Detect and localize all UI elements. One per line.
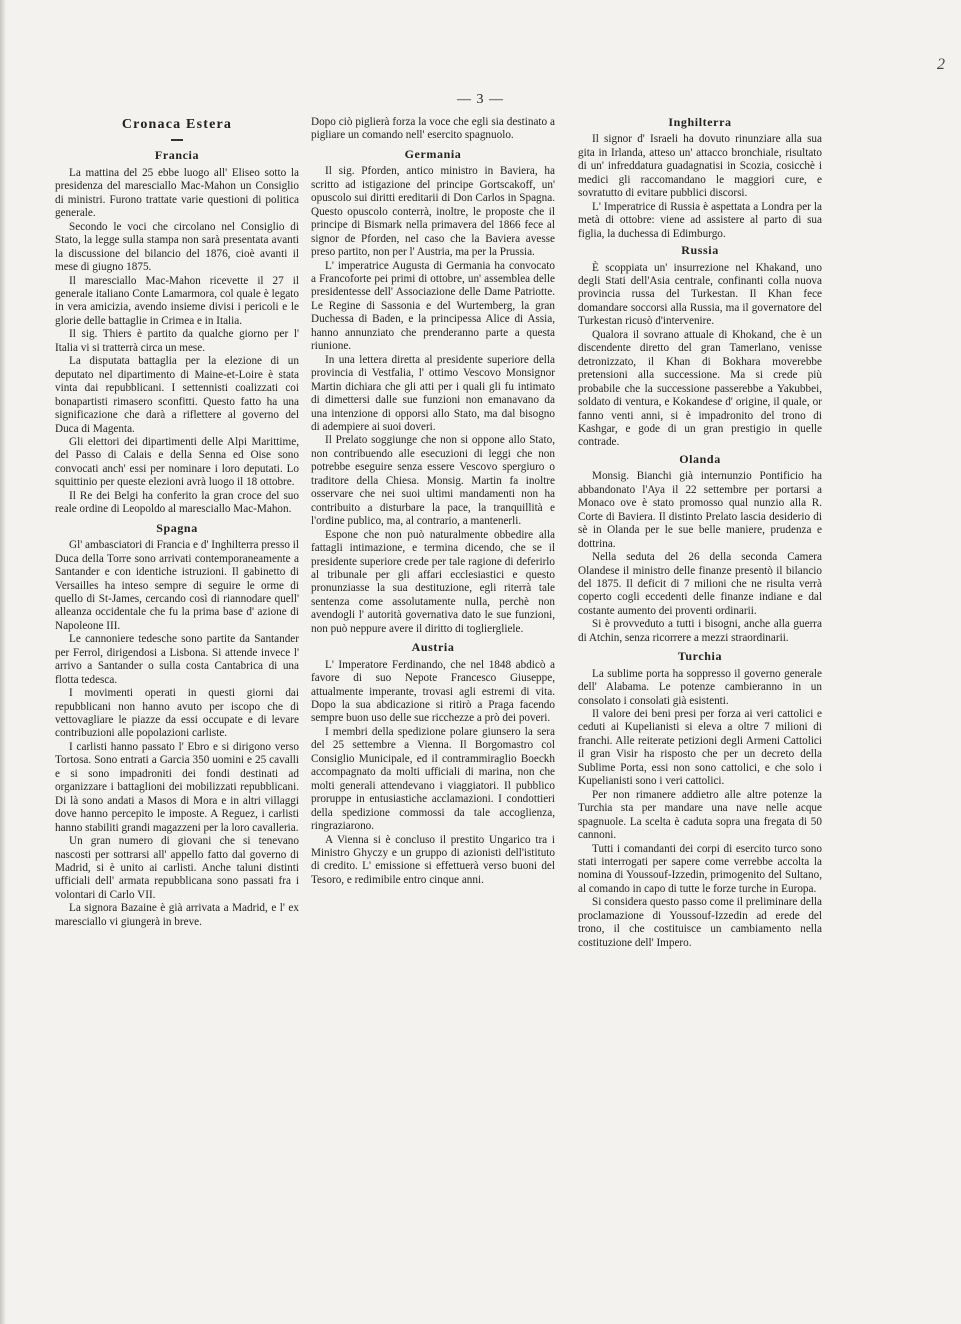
paragraph: Si è provveduto a tutti i bisogni, anche alla guerra di Atchin, senza ricorrere a mezzi straordinarii. — [578, 618, 822, 644]
paragraph: In una lettera diretta al presidente superiore della provincia di Vestfalia, l' ottimo Vescovo Monsignor Martin dichiara che gli atti per i quali gli fu intimato di dimettersi dalle sue funzioni non emanavano da una intenzione di opporsi allo Stato, ma dal bisogno di adempiere ai suoi doveri. — [311, 353, 555, 433]
page-binding-shadow — [0, 0, 6, 1324]
paragraph: Il Re dei Belgi ha conferito la gran croce del suo reale ordine di Leopoldo al maresciallo Mac-Mahon. — [55, 489, 299, 516]
paragraph: Le cannoniere tedesche sono partite da Santander per Ferrol, dirigendosi a Lisbona. Si attende invece l' arrivo a Santander o sulla costa Cantabrica di una flotta tedesca. — [55, 633, 299, 686]
paragraph: Il signor d' Israeli ha dovuto rinunziare alla sua gita in Irlanda, atteso un' attacco bronchiale, risultato di un' infreddatura guadagnatisi in Scozia, cosicchè i medici gli raccomandano le maggiori cure, e sovratutto di evitare pubblici discorsi. — [578, 133, 822, 200]
paragraph: Il Prelato soggiunge che non si oppone allo Stato, non contribuendo alle esecuzioni di leggi che non potrebbe eseguire senza essere Vescovo spergiuro o traditore della Chiesa. Monsig. Martin fa inoltre osservare che nei suoi ultimi mandamenti non ha contribuito a disturbare la pace, la tranquillità e l'ordine publico, ma, al contrario, a mantenerli. — [311, 434, 555, 528]
paragraph: Qualora il sovrano attuale di Khokand, che è un discendente diretto del gran Tamerlano, venisse detronizzato, il Khan di Bokhara moverebbe pretensioni alla successione. Ma si crede più probabile che la successione passerebbe a Yakubbei, soldato di ventura, e Kokandese d' origine, il quale, or fanno venti anni, si è impadronito del trono di Kashgar, e gode di un gran prestigio in quelle contrade. — [578, 328, 822, 449]
paragraph: Monsig. Bianchi già internunzio Pontificio ha abbandonato l'Aya il 22 settembre per portarsi a Monaco ove è stato promosso qual nunzio alla R. Corte di Baviera. Il distinto Prelato lascia desiderio di sè in Olanda per le sue belle maniere, prudenza e dottrina. — [578, 470, 822, 550]
paragraph: Il sig. Thiers è partito da qualche giorno per l' Italia vi si tratterrà circa un mese. — [55, 328, 299, 354]
paragraph: L' Imperatrice di Russia è aspettata a Londra per la metà di ottobre: viene ad assistere al parto di sua figlia, la duchessa di Edimburgo. — [578, 200, 822, 240]
paragraph: La disputata battaglia per la elezione di un deputato nel dipartimento di Maine-et-Loire è stata vinta dai repubblicani. I settennisti coalizzati coi bonapartisti rimasero sconfitti. Questo fatto ha una significazione che darà a riflettere al governo del Duca di Magenta. — [55, 355, 299, 435]
paragraph: I carlisti hanno passato l' Ebro e si dirigono verso Tortosa. Sono entrati a Garcia 350 uomini e 25 cavalli e si sono impadroniti dei fondi destinati ad organizzare i battaglioni dei mobilizzati repubblicani. Di là sono andati a Masos di Mora e in altri villaggi dove hanno percepito le imposte. A Reguez, i carlisti hanno stabiliti grandi magazzeni per la loro cavalleria. — [55, 740, 299, 834]
column-1 — [55, 116, 299, 929]
paragraph: L' imperatrice Augusta di Germania ha convocato a Francoforte pei primi di ottobre, un' assemblea delle presidentesse dell' Associazione delle Dame Patriotte. Le Regine di Sassonia e del Wurtemberg, la gran Duchessa di Baden, e la principessa Alice di Assia, hanno annunziato che prenderanno parte a questa riunione. — [311, 259, 555, 353]
page-number: — 3 — — [457, 92, 504, 107]
heading-rule — [171, 139, 183, 141]
paragraph: A Vienna si è concluso il prestito Ungarico tra i Ministro Ghyczy e un gruppo di azionisti dell'istituto di credito. L' emissione si effettuerà verso buoni del Tesoro, e redimibile entro cinque anni. — [311, 833, 555, 886]
paragraph: Secondo le voci che circolano nel Consiglio di Stato, la legge sulla stampa non sarà presentata avanti la discussione del bilancio del 1876, cioè avanti il mese di giugno 1875. — [55, 220, 299, 274]
paragraph: Il maresciallo Mac-Mahon ricevette il 27 il generale italiano Conte Lamarmora, col quale è legato in vera amicizia, avendo insieme divisi i pericoli e le glorie delle battaglie in Crimea e in Italia. — [55, 274, 299, 327]
paragraph: Nella seduta del 26 della seconda Camera Olandese il ministro delle finanze presentò il bilancio del 1875. Il deficit di 7 milioni che ne risulta verrà coperto cogli eccedenti delle finanze indiane e dal costante aumento dei proventi ordinarii. — [578, 551, 822, 617]
section-title-russia: Russia — [681, 243, 719, 258]
section-title-spagna: Spagna — [156, 520, 198, 535]
paragraph: La sublime porta ha soppresso il governo generale dell' Alabama. Le potenze cambieranno in un consolato i consolati già esistenti. — [578, 667, 822, 707]
paragraph: Espone che non può naturalmente obbedire alla fattagli intimazione, e termina dicendo, che se il presidente superiore crede per tale ragione di deferirlo al tribunale per gli affari ecclesiastici e questo pronunziasse la sua destituzione, egli riterrà tale sentenza come assolutamente nulla, perchè non avendogli l' autorità governativa dato le sue funzioni, non può neppure avere il diritto di togliergliele. — [311, 528, 555, 635]
paragraph: L' Imperatore Ferdinando, che nel 1848 abdicò a favore di suo Nepote Francesco Giuseppe, attualmente imperante, trovasi agli estremi di vita. Dopo la sua abdicazione si ritirò a Praga facendo sempre buon uso delle sue ricchezze a prò dei poveri. — [311, 658, 555, 725]
paragraph: Il valore dei beni presi per forza ai veri cattolici e ceduti ai Kupelianisti si eleva a oltre 7 milioni di franchi. Alle reiterate petizioni degli Armeni Cattolici il gran Visir ha risposto che per un decreto della Sublime Porta, essi non sono cattolici, e che solo i Kupelianisti sono i veri cattolici. — [578, 708, 822, 788]
section-title-francia: Francia — [154, 148, 200, 163]
paragraph: Si considera questo passo come il preliminare della proclamazione di Youssouf-Izzedin ad erede del trono, il che costituisce un cambiamento nella costituzione dell' Impero. — [578, 896, 822, 949]
paragraph: È scoppiata un' insurrezione nel Khakand, uno degli Stati dell'Asia centrale, confinanti colla nuova provincia russa del Turkestan. Il Khan fece domandare soccorsi alla Russia, ma il governatore del Turkestan ricusò d'intervenire. — [578, 261, 822, 328]
section-title-olanda: Olanda — [679, 451, 721, 466]
column-2 — [311, 116, 555, 887]
corner-page-mark: 2 — [937, 56, 945, 73]
section-title-germania: Germania — [404, 146, 462, 161]
section-title-turchia: Turchia — [677, 649, 723, 664]
section-title-inghilterra: Inghilterra — [668, 115, 732, 129]
section-title-austria: Austria — [411, 640, 455, 655]
column-3 — [578, 116, 822, 950]
paragraph: I movimenti operati in questi giorni dai repubblicani non hanno avuto per iscopo che di vettovagliare le piazze da essi occupate e di levare contribuzioni alle popolazioni carliste. — [55, 687, 299, 740]
paragraph: Gli elettori dei dipartimenti delle Alpi Marittime, del Passo di Calais e della Senna ed Oise sono convocati anch' essi per nominare i loro deputati. Lo squittinio per queste elezioni avrà luogo il 18 ottobre. — [55, 435, 299, 489]
paragraph: La signora Bazaine è già arrivata a Madrid, e l' ex maresciallo vi giungerà in breve. — [55, 902, 299, 928]
paragraph: La mattina del 25 ebbe luogo all' Eliseo sotto la presidenza del maresciallo Mac-Mahon un Consiglio di ministri. Furono trattate varie questioni di politica generale. — [55, 166, 299, 220]
paragraph: Il sig. Pforden, antico ministro in Baviera, ha scritto ad istigazione del principe Gortscakoff, un' opuscolo sui diritti ereditarii di Don Carlos in Spagna. Questo opuscolo conterrà, inoltre, le proposte che il principe di Bismark nella primavera del 1866 fece al signor de Pforden, nel caso che la Baviera avesse preso partito, non per l' Austria, ma per la Prussia. — [311, 165, 555, 259]
paragraph: Gl' ambasciatori di Francia e d' Inghilterra presso il Duca della Torre sono arrivati contemporaneamente a Santander e con identiche istruzioni. Il gabinetto di Versailles ha inteso sempre di seguire le orme di quello di St-James, cercando così di riannodare quell' alleanza occidentale che fu la prima base d' azione di Napoleone III. — [55, 539, 299, 632]
paragraph: Per non rimanere addietro alle altre potenze la Turchia sta per mandare una nave nelle acque spagnuole. La scelta è caduta sopra una fregata di 50 cannoni. — [578, 788, 822, 842]
paragraph-continued: Dopo ciò piglierà forza la voce che egli sia destinato a pigliare un comando nell' esercito spagnuolo. — [311, 116, 555, 142]
section-heading-cronaca-estera: Cronaca Estera — [121, 117, 233, 132]
paragraph: I membri della spedizione polare giunsero la sera del 25 settembre a Vienna. Il Borgomastro col Consiglio Municipale, ed il contrammiraglio Boeckh accompagnato da molti ufficiali di marina, non che molti generali attendevano i viaggiatori. Il pubblico proruppe in entusiastiche acclamazioni. I condottieri della spedizione commossi da tale accoglienza, ringraziarono. — [311, 725, 555, 833]
paragraph: Tutti i comandanti dei corpi di esercito turco sono stati interrogati per sapere come verrebbe accolta la nomina di Youssouf-Izzedin, primogenito del Sultano, al comando in capo di tutte le forze turche in Europa. — [578, 842, 822, 895]
paragraph: Un gran numero di giovani che si tenevano nascosti per sottrarsi all' appello fatto dal governo di Madrid, si è unito ai carlisti. Anche taluni distinti ufficiali dell' armata repubblicana sono passati fra i volontari di Carlo VII. — [55, 835, 299, 901]
